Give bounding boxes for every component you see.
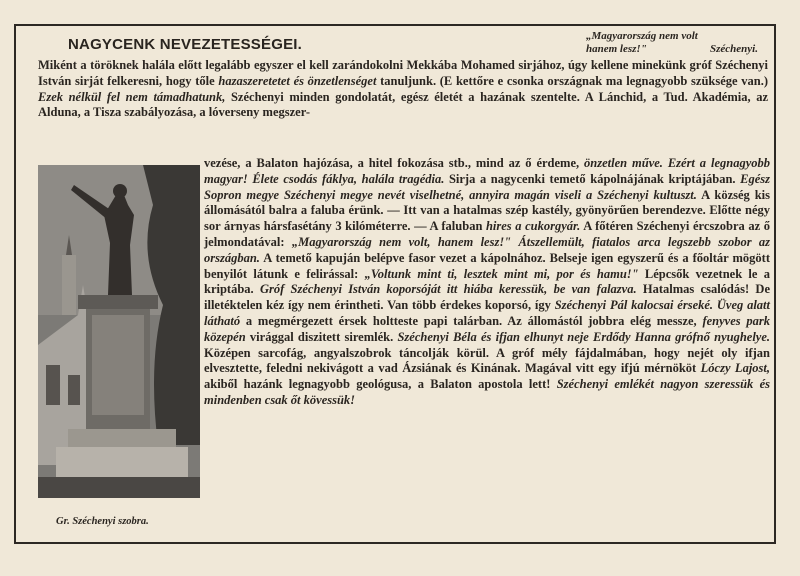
motto-quote	[586, 30, 758, 56]
text-segment: a megmérgezett érsek holtteste papi talárban. Az állomástól jobbra elég messze,	[245, 313, 697, 328]
statue-illustration	[38, 165, 200, 498]
text-emphasis: Lóczy Lajost,	[700, 361, 771, 376]
text-emphasis: önzetlen műve. Ezért a legnagyobb magyar! Élete csodás fáklya, halála tragédia.	[204, 156, 770, 186]
text-segment: A főtéren Széchenyi ércszobra az ő jelmondatával:	[204, 219, 771, 249]
text-emphasis: Széchenyi Béla és ifjan elhunyt neje Erdődy Hanna grófnő nyughelye.	[397, 329, 771, 344]
text-emphasis: Gróf Széchenyi István koporsóját itt hiába keressük, be van falazva.	[259, 282, 637, 297]
text-segment: Középen sarcofág, angyalszobrok táncolják körül. A gróf mély fájdalmában, hogy nejét oly ifjan elvesztette, feledni nekivágott a vad Ázsiának és Kinának. Magával vitt egy ifjú mérnököt	[204, 345, 770, 376]
statue-photo	[38, 165, 200, 498]
body-text-top	[38, 58, 768, 121]
text-segment: Széchenyi minden gondolatát, egész életét a hazának szentelte. A Lánchid, a Tud. Akadémia, az Alduna, a Tisza szabályozása, a lóverseny megszer-	[38, 89, 768, 120]
text-segment: vezése, a Balaton hajózása, a hitel fokozása stb., mind az ő érdeme,	[204, 156, 580, 170]
text-segment: tanuljunk. (E kettőre e csonka országnak ma legnagyobb szüksége van.)	[380, 73, 769, 88]
motto-line-1: „Magyarország nem volt	[586, 30, 698, 42]
motto-author: Széchenyi.	[710, 43, 758, 55]
text-emphasis: hires a cukorgyár.	[485, 219, 581, 234]
text-segment: Lépcsők vezetnek le a kriptába.	[204, 266, 770, 297]
text-segment: virággal diszitett siremlék.	[249, 329, 394, 344]
text-emphasis: fenyves park közepén	[204, 313, 771, 344]
motto-line-2: hanem lesz!"	[586, 43, 647, 55]
text-emphasis: hazaszeretetet és önzetlenséget	[218, 73, 377, 88]
text-segment: akiből hazánk legnagyobb geológusa, a Balaton apostola lett!	[204, 377, 551, 392]
text-emphasis: „Voltunk mint ti, lesztek mint mi, por és hamu!"	[364, 266, 639, 281]
text-emphasis: Széchenyi emlékét nagyon szeressük és mindenben csak őt kövessük!	[204, 377, 770, 407]
page-title: NAGYCENK NEVEZETESSÉGEI.	[68, 36, 303, 53]
motto-line-2-row	[586, 43, 758, 56]
text-emphasis: Széchenyi Pál kalocsai érseké. Üveg alatt látható	[204, 298, 770, 328]
text-segment: A község kis állomásától balra a faluba érünk. — Itt van a hatalmas szép kastély, gyönyörűen berendezve. Előtte négy sor árnyas hársfasétány 3 kilóméterre. — A faluban	[204, 187, 771, 234]
photo-caption: Gr. Széchenyi szobra.	[56, 516, 149, 527]
text-segment: Hatalmas csalódás! De illetéktelen kéz így nem érintheti. Van több érdekes koporsó, így	[204, 282, 771, 313]
text-segment: Miként a töröknek halála előtt legalább egyszer el kell zarándokolni Mekkába Mohamed sirjához, úgy kellene minekünk gróf Széchenyi István sirját felkeresni, hogy tőle	[38, 58, 768, 88]
text-emphasis: Ezek nélkül fel nem támadhatunk,	[38, 89, 226, 104]
text-segment: Sirja a nagycenki temető kápolnájának kriptájában.	[448, 171, 736, 186]
text-emphasis: Egész Sopron megye Széchenyi megye nevét viselhetné, annyira magán viseli a Széchenyi kultuszt.	[204, 171, 771, 202]
body-text-side	[204, 156, 770, 409]
text-segment: A temető kapuján belépve fasor vezet a kápolnához. Belseje igen egyszerű és a főoltár mögött benyilót látunk e felirással:	[204, 250, 770, 281]
text-emphasis: „Magyarország nem volt, hanem lesz!" Átszellemült, fiatalos arca legszebb szobor az országban.	[204, 234, 770, 265]
